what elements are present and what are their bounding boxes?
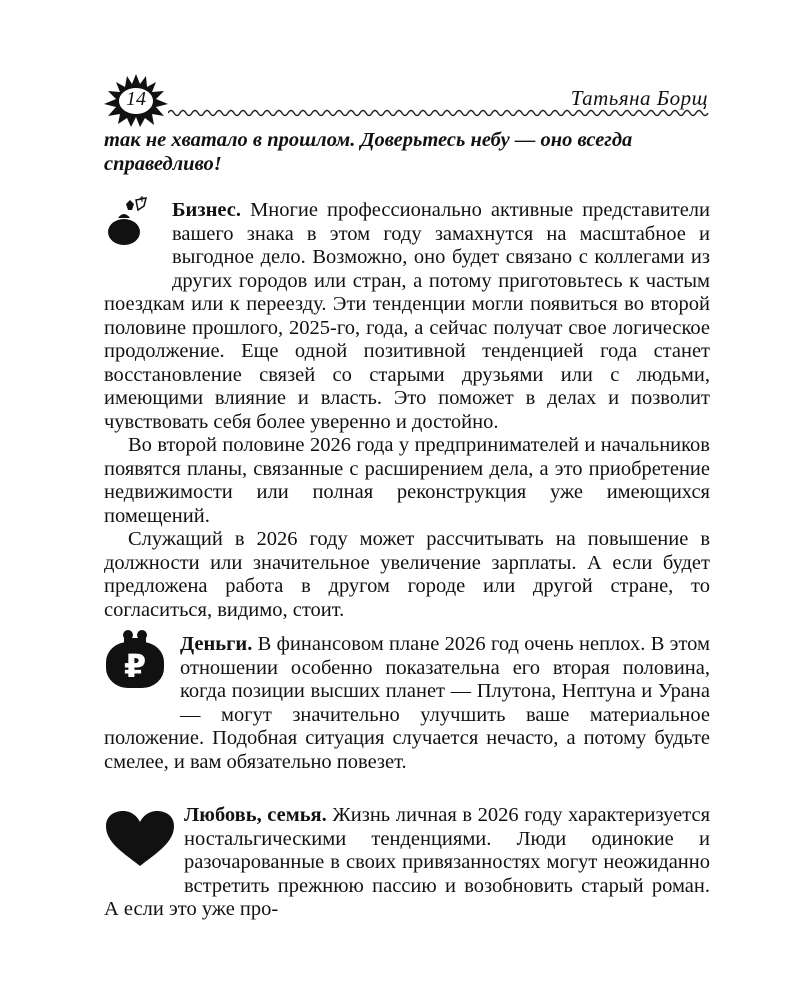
ruble-symbol: ₽ (123, 647, 147, 685)
author-name: Татьяна Борщ (570, 86, 708, 110)
business-text: Многие профессионально активные представители вашего знака в этом году замахнутся на масштабное и выгодное дело. Возможно, оно будет связано с коллегами из других городов или стран, а потому приготовьтесь к частым поездкам или к переезду. Эти тенденции могли появиться во второй половине прошлого, 2025-го, года, а сейчас получат свое логическое продолжение. Еще одной позитивной тенденцией года станет восстановление связей со старыми друзьями или с людьми, имеющими влияние и власть. Это поможет в делах и позволит чувствовать себя более уверенно и достойно. (104, 199, 711, 433)
lead-text: так не хватало в прошлом. Доверьтесь небу — оно всегда справедливо! (104, 129, 633, 175)
love-heading: Любовь, семья. (184, 804, 327, 826)
header-wave-rule (168, 108, 710, 118)
love-section (104, 804, 710, 922)
business-paragraph-2: Во второй половине 2026 года у предпринимателей и начальников появятся планы, связанные с расширением дела, а это приобретение недвижимости или полная реконструкция уже имеющихся помещений. (104, 434, 710, 527)
money-text: В финансовом плане 2026 год очень неплох. В этом отношении особенно показательна его вторая половина, когда позиции высших планет — Плутона, Нептуна и Урана — могут значительно улучшить ваше материальное положение. Подобная ситуация случается нечасто, а потому будьте смелее, и вам обязательно повезет. (104, 633, 711, 773)
love-text: Жизнь личная в 2026 году характеризуется ностальгическими тенденциями. Люди одинокие и разочарованные в своих привязанностях могут неожиданно встретить прежнюю пассию и возобновить старый роман. А если это уже про- (104, 804, 710, 920)
business-paragraph-3: Служащий в 2026 году может рассчитывать на повышение в должности или значительное увеличение зарплаты. А если будет предложена работа в другом городе или другой стране, то согласиться, видимо, стоит. (104, 528, 710, 621)
business-heading: Бизнес. (172, 199, 241, 221)
page-number: 14 (126, 88, 146, 110)
money-heading: Деньги. (180, 633, 253, 655)
money-section (104, 633, 710, 774)
business-section (104, 199, 710, 622)
page-header (100, 72, 710, 134)
